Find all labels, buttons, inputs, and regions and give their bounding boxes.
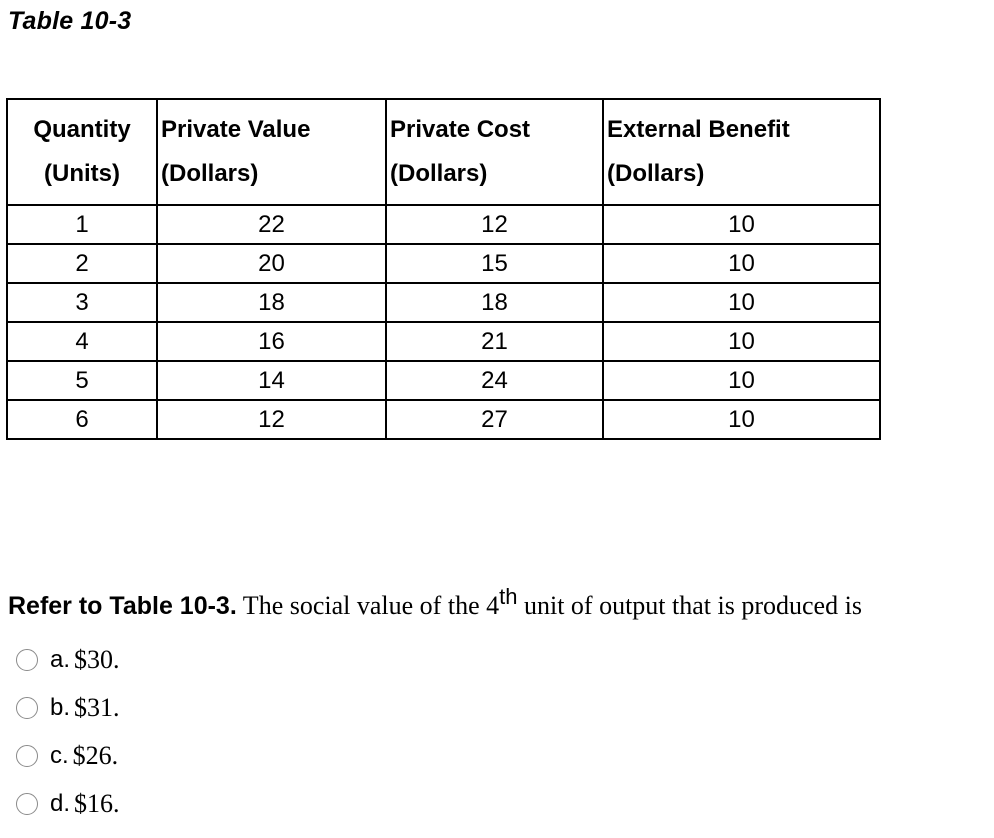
option-value: $30.: [74, 645, 120, 674]
radio-button-icon[interactable]: [16, 697, 38, 719]
table-row: [7, 205, 880, 244]
header-private-value-line2: (Dollars): [161, 160, 259, 187]
cell-private-cost: 21: [386, 322, 603, 361]
question-body-before: The social value of the 4: [236, 591, 500, 620]
cell-external-benefit: 10: [603, 322, 880, 361]
cell-external-benefit: 10: [603, 205, 880, 244]
option-value: $16.: [74, 789, 120, 818]
header-private-value-line1: Private Value: [161, 116, 311, 143]
cell-private-cost: 18: [386, 283, 603, 322]
header-private-cost-line1: Private Cost: [390, 116, 531, 143]
header-quantity-line2: (Units): [44, 160, 120, 187]
option-d[interactable]: [16, 780, 120, 828]
header-external-benefit-line2: (Dollars): [607, 160, 705, 187]
cell-quantity: 3: [7, 283, 157, 322]
cell-external-benefit: 10: [603, 244, 880, 283]
option-letter: b.: [50, 694, 71, 721]
table-row: [7, 244, 880, 283]
header-external-benefit: [603, 99, 880, 205]
cell-quantity: 1: [7, 205, 157, 244]
cell-private-cost: 27: [386, 400, 603, 439]
header-quantity-line1: Quantity: [33, 116, 131, 143]
question-text: [8, 584, 862, 621]
header-quantity: [7, 99, 157, 205]
table-title: Table 10-3: [8, 7, 132, 35]
table-row: [7, 283, 880, 322]
cell-quantity: 4: [7, 322, 157, 361]
radio-button-icon[interactable]: [16, 649, 38, 671]
option-letter: d.: [50, 790, 71, 817]
cell-private-cost: 12: [386, 205, 603, 244]
cell-quantity: 5: [7, 361, 157, 400]
table-row: [7, 400, 880, 439]
radio-button-icon[interactable]: [16, 745, 38, 767]
cell-private-cost: 24: [386, 361, 603, 400]
option-b[interactable]: [16, 684, 120, 732]
header-private-cost: [386, 99, 603, 205]
cell-private-value: 12: [157, 400, 386, 439]
cell-external-benefit: 10: [603, 361, 880, 400]
cell-external-benefit: 10: [603, 400, 880, 439]
option-letter: a.: [50, 646, 71, 673]
cell-private-value: 14: [157, 361, 386, 400]
cell-private-value: 16: [157, 322, 386, 361]
option-letter: c.: [50, 742, 69, 769]
question-superscript: th: [499, 584, 518, 609]
question-body-after: unit of output that is produced is: [517, 591, 862, 620]
cell-private-value: 22: [157, 205, 386, 244]
cell-private-cost: 15: [386, 244, 603, 283]
radio-button-icon[interactable]: [16, 793, 38, 815]
header-private-value: [157, 99, 386, 205]
option-a[interactable]: [16, 636, 120, 684]
data-table: [6, 98, 881, 440]
table-row: [7, 361, 880, 400]
cell-private-value: 18: [157, 283, 386, 322]
cell-private-value: 20: [157, 244, 386, 283]
answer-options: [16, 636, 120, 828]
header-external-benefit-line1: External Benefit: [607, 116, 790, 143]
option-c[interactable]: [16, 732, 120, 780]
cell-quantity: 6: [7, 400, 157, 439]
option-value: $31.: [74, 693, 120, 722]
table-row: [7, 322, 880, 361]
cell-quantity: 2: [7, 244, 157, 283]
header-private-cost-line2: (Dollars): [390, 160, 488, 187]
cell-external-benefit: 10: [603, 283, 880, 322]
table-header-row: [7, 99, 880, 205]
option-value: $26.: [72, 741, 119, 770]
question-lead: Refer to Table 10-3.: [8, 592, 237, 620]
